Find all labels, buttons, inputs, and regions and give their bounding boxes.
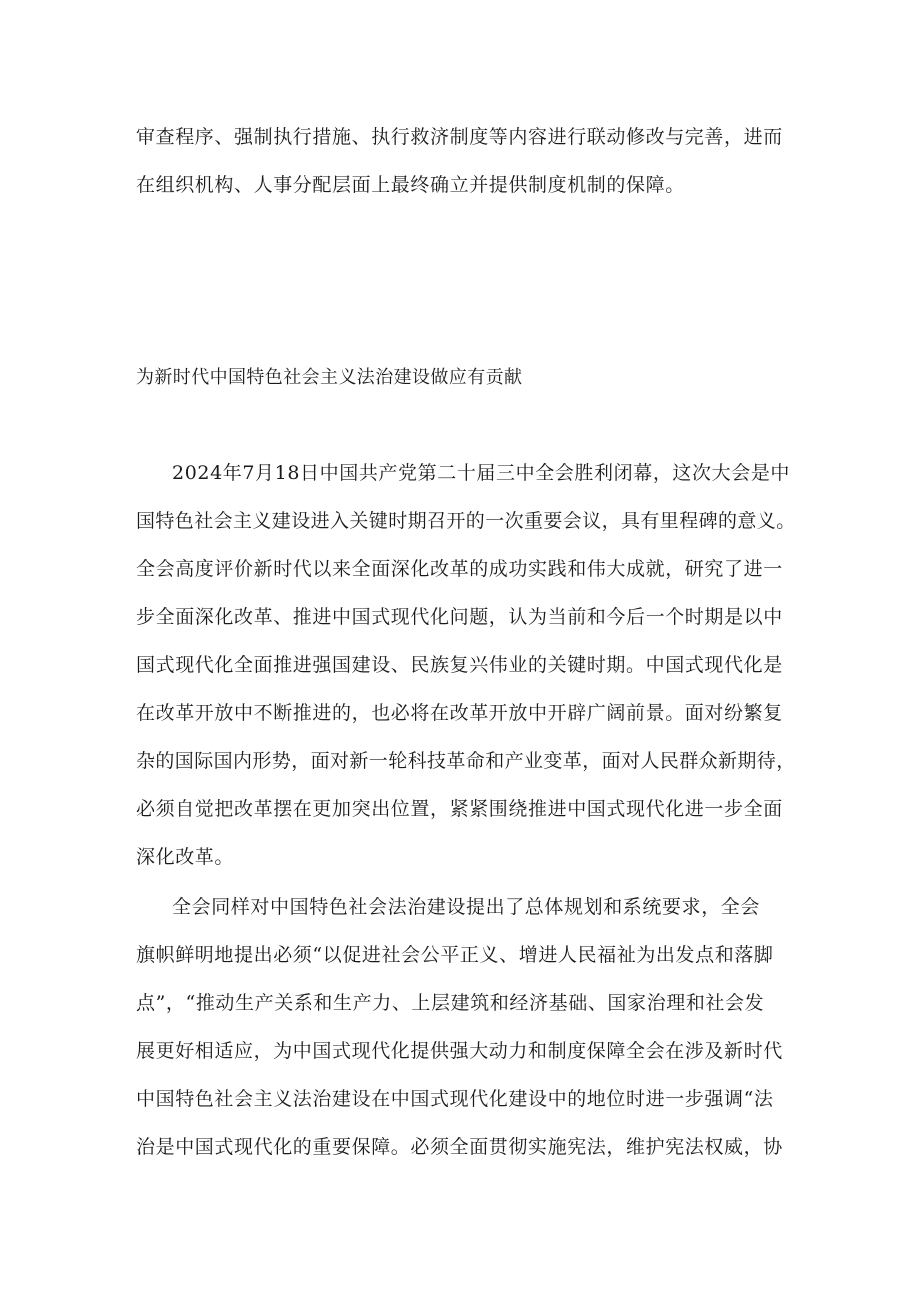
paragraph1-line-7: 杂的国际国内形势，面对新一轮科技革命和产业变革，面对人民群众新期待， (136, 750, 796, 772)
paragraph2-line-5: 中国特色社会主义法治建设在中国式现代化建设中的地位时进一步强调“法 (136, 1088, 774, 1110)
paragraph2-line-3: 点”，“推动生产关系和生产力、上层建筑和经济基础、国家治理和社会发 (136, 992, 765, 1014)
paragraph2-line-1: 全会同样对中国特色社会法治建设提出了总体规划和系统要求，全会 (172, 896, 761, 918)
intro-line-1: 审查程序、强制执行措施、执行救济制度等内容进行联动修改与完善，进而 (136, 126, 783, 148)
paragraph2-line-6: 治是中国式现代化的重要保障。必须全面贯彻实施宪法，维护宪法权威，协 (136, 1136, 783, 1158)
paragraph1-line-9: 深化改革。 (136, 846, 235, 868)
intro-line-2: 在组织机构、人事分配层面上最终确立并提供制度机制的保障。 (136, 174, 685, 196)
paragraph1-line-1: 2024年7月18日中国共产党第二十届三中全会胜利闭幕，这次大会是中 (172, 462, 791, 484)
paragraph1-line-6: 在改革开放中不断推进的，也必将在改革开放中开辟广阔前景。面对纷繁复 (136, 702, 783, 724)
paragraph2-line-4: 展更好相适应，为中国式现代化提供强大动力和制度保障全会在涉及新时代 (136, 1040, 783, 1062)
paragraph1-line-8: 必须自觉把改革摆在更加突出位置，紧紧围绕推进中国式现代化进一步全面 (136, 798, 783, 820)
paragraph1-line-4: 步全面深化改革、推进中国式现代化问题，认为当前和今后一个时期是以中 (136, 606, 783, 628)
paragraph1-line-5: 国式现代化全面推进强国建设、民族复兴伟业的关键时期。中国式现代化是 (136, 654, 783, 676)
paragraph1-line-3: 全会高度评价新时代以来全面深化改革的成功实践和伟大成就，研究了进一 (136, 558, 783, 580)
section-title: 为新时代中国特色社会主义法治建设做应有贡献 (136, 367, 523, 388)
paragraph2-line-2: 旗帜鲜明地提出必须“以促进社会公平正义、增进人民福祉为出发点和落脚 (136, 944, 774, 966)
paragraph1-line-2: 国特色社会主义建设进入关键时期召开的一次重要会议，具有里程碑的意义。 (136, 510, 796, 532)
